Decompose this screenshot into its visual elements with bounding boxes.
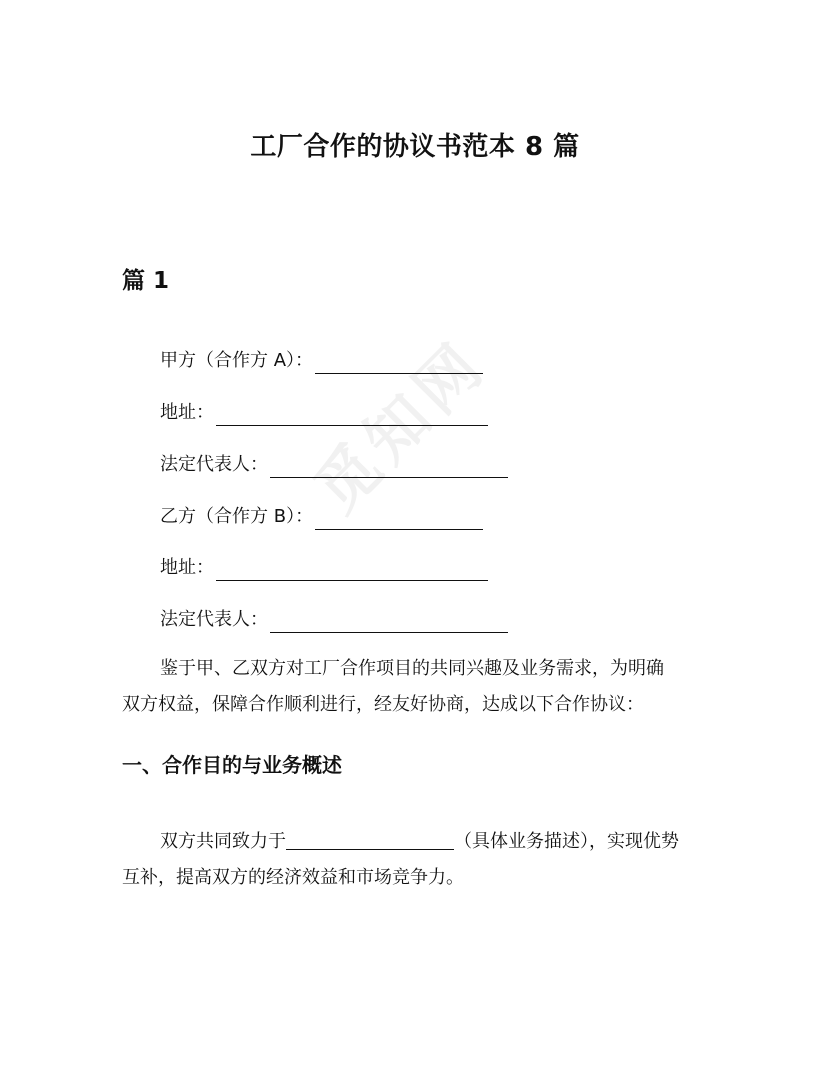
- preamble-line: 鉴于甲、乙双方对工厂合作项目的共同兴趣及业务需求，为明确: [160, 658, 664, 679]
- field-label: 法定代表人：: [160, 454, 268, 475]
- field-label: 法定代表人：: [160, 609, 268, 630]
- party-b-address-field: [160, 555, 488, 581]
- document-title: 工厂合作的协议书范本 8 篇: [250, 132, 580, 162]
- watermark: 觅知网: [300, 325, 501, 527]
- section-line: [122, 824, 742, 860]
- section-line: 互补，提高双方的经济效益和市场竞争力。: [122, 867, 464, 888]
- preamble-line: 双方权益，保障合作顺利进行，经友好协商，达成以下合作协议：: [122, 694, 644, 715]
- party-b-representative-field: [160, 607, 508, 633]
- field-label: 地址：: [160, 402, 214, 423]
- party-a-address-field: [160, 400, 488, 426]
- chapter-title: 篇 1: [122, 268, 170, 294]
- field-label: 地址：: [160, 557, 214, 578]
- fill-blank-line: [286, 829, 454, 850]
- field-label: 乙方（合作方 B）：: [160, 506, 314, 527]
- section-heading: 一、合作目的与业务概述: [122, 753, 342, 777]
- preamble-paragraph: [122, 651, 722, 723]
- party-a-representative-field: [160, 452, 508, 478]
- fill-blank-line: [270, 612, 508, 633]
- fill-blank-line: [315, 509, 483, 530]
- fill-blank-line: [270, 457, 508, 478]
- fill-blank-line: [315, 353, 483, 374]
- section-text: 双方共同致力于: [160, 831, 286, 852]
- section-text: （具体业务描述），实现优势: [454, 831, 679, 852]
- party-b-field: [160, 504, 483, 530]
- field-label: 甲方（合作方 A）：: [160, 350, 314, 371]
- fill-blank-line: [216, 560, 488, 581]
- section-paragraph: [122, 824, 742, 896]
- party-a-field: [160, 348, 483, 374]
- fill-blank-line: [216, 405, 488, 426]
